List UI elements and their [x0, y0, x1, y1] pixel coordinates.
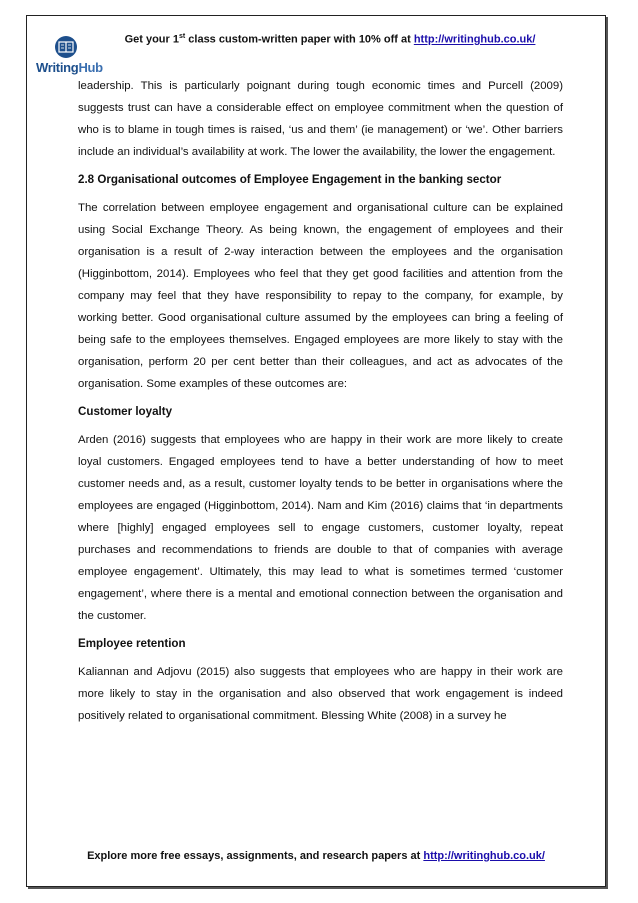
- paragraph-customer-loyalty: Arden (2016) suggests that employees who are happy in their work are more likely to create loyal customers. Engaged employees tend to have a better understanding of how to meet customer needs and, as a result, customer loyalty tends to be better in organisations where the employees are engaged (Higginbottom, 2014). Nam and Kim (2016) claims that ‘in departments where [highly] engaged employees sell to engage customers, customer loyalty, repeat purchases and recommendations to friends are double to that of companies with average employee engagement’. Ultimately, this may lead to what is sometimes termed ‘customer engagement’, where there is a mental and emotional connection between the organisation and the customer.: [78, 434, 563, 622]
- header-prefix: Get your 1: [124, 33, 179, 46]
- paragraph-employee-retention: Kaliannan and Adjovu (2015) also suggests that employees who are happy in their work are more likely to stay in the organisation and also observed that work engagement is indeed positively related to organisational commitment. Blessing White (2008) in a survey he: [78, 666, 563, 722]
- footer-link[interactable]: http://writinghub.co.uk/: [423, 850, 545, 862]
- logo-wordmark: [36, 60, 103, 75]
- subheading-customer-loyalty: Customer loyalty: [78, 405, 173, 418]
- writinghub-logo[interactable]: [36, 36, 103, 78]
- header-link[interactable]: http://writinghub.co.uk/: [413, 33, 536, 46]
- page-header: [100, 33, 560, 46]
- paragraph-social-exchange: The correlation between employee engagement and organisational culture can be explained using Social Exchange Theory. As being known, the engagement of employees and their organisation is a result of 2-way interaction between the employees and the organisation (Higginbottom, 2014). Employees who feel that they get good facilities and attention from the company may feel that they have responsibility to repay to the company, for example, by working better. Good organisational culture assumed by the employees can bring a feeling of being safe to the employees themselves. Engaged employees are more likely to stay with the organisation, perform 20 per cent better than their colleagues, and act as advocates of the organisation. Some examples of these outcomes are:: [78, 202, 563, 390]
- paragraph-leadership: leadership. This is particularly poignant during tough economic times and Purcell (2009) suggests trust can have a considerable effect on employee commitment when the question of who is to blame in tough times is raised, ‘us and them’ (ie management) or ‘we’. Other barriers include an individual’s availability at work. The lower the availability, the lower the engagement.: [78, 80, 563, 158]
- footer-text: Explore more free essays, assignments, and research papers at: [87, 850, 424, 862]
- header-superscript: st: [178, 33, 186, 40]
- section-heading-2-8: 2.8 Organisational outcomes of Employee Engagement in the banking sector: [78, 173, 502, 186]
- document-body: [78, 75, 563, 733]
- logo-book-icon: [55, 36, 77, 58]
- header-middle: class custom-written paper with 10% off at: [185, 33, 414, 46]
- logo-word-writing: Writing: [36, 60, 79, 75]
- page-footer: [26, 850, 606, 862]
- logo-word-hub: Hub: [78, 60, 103, 75]
- subheading-employee-retention: Employee retention: [78, 637, 186, 650]
